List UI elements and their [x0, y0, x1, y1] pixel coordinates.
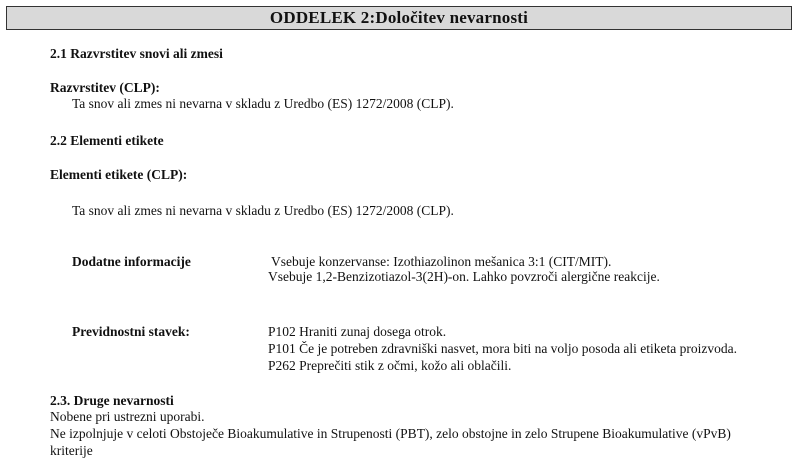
label-elements-clp-text: Ta snov ali zmes ni nevarna v skladu z Uredbo (ES) 1272/2008 (CLP).: [72, 203, 454, 218]
label-elements-clp-label: Elementi etikete (CLP):: [50, 167, 188, 182]
section-header: [6, 6, 792, 30]
precautionary-statement-label: Previdnostni stavek:: [72, 324, 190, 339]
other-hazards-line: kriterije: [50, 443, 93, 458]
heading-2-1: 2.1 Razvrstitev snovi ali zmesi: [50, 46, 223, 61]
heading-2-3: 2.3. Druge nevarnosti: [50, 393, 174, 408]
additional-info-label: Dodatne informacije: [72, 254, 191, 269]
other-hazards-line: Nobene pri ustrezni uporabi.: [50, 409, 205, 424]
other-hazards-line: Ne izpolnjuje v celoti Obstoječe Bioakumulative in Strupenosti (PBT), zelo obstojne in zelo Strupene Bioakumulative (vPvB): [50, 426, 731, 441]
additional-info-line: Vsebuje konzervanse: Izothiazolinon mešanica 3:1 (CIT/MIT).: [271, 254, 612, 269]
precautionary-statement-line: P262 Preprečiti stik z očmi, kožo ali oblačili.: [268, 358, 512, 373]
additional-info-line: Vsebuje 1,2-Benzizotiazol-3(2H)-on. Lahko povzroči alergične reakcije.: [268, 269, 660, 284]
precautionary-statement-line: P101 Če je potreben zdravniški nasvet, mora biti na voljo posoda ali etiketa proizvoda.: [268, 341, 738, 356]
heading-2-2: 2.2 Elementi etikete: [50, 133, 164, 148]
precautionary-statement-line: P102 Hraniti zunaj dosega otrok.: [268, 324, 447, 339]
classification-clp-label: Razvrstitev (CLP):: [50, 80, 160, 95]
section-title: ODDELEK 2:Določitev nevarnosti: [269, 8, 529, 27]
classification-clp-text: Ta snov ali zmes ni nevarna v skladu z Uredbo (ES) 1272/2008 (CLP).: [72, 96, 454, 111]
